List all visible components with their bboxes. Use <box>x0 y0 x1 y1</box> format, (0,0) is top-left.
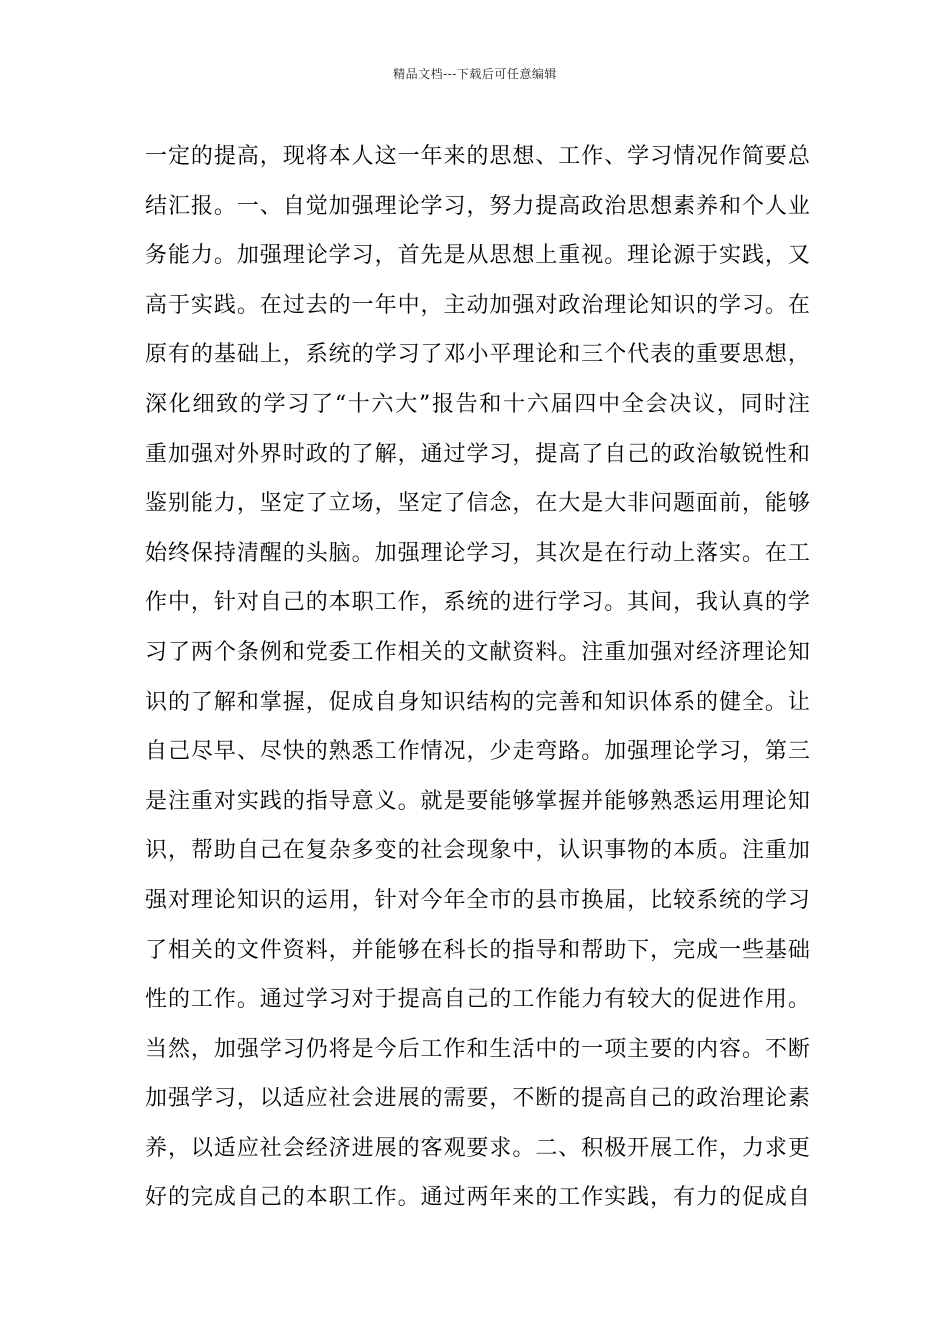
text-line: 是注重对实践的指导意义。就是要能够掌握并能够熟悉运用理论知 <box>145 788 810 814</box>
text-line: 习了两个条例和党委工作相关的文献资料。注重加强对经济理论知 <box>145 639 810 665</box>
page-header: 精品文档---下载后可任意编辑 <box>393 67 557 81</box>
text-line: 了相关的文件资料，并能够在科长的指导和帮助下，完成一些基础 <box>145 937 810 963</box>
text-line: 自己尽早、尽快的熟悉工作情况，少走弯路。加强理论学习，第三 <box>145 739 810 765</box>
text-line: 好的完成自己的本职工作。通过两年来的工作实践，有力的促成自 <box>145 1185 810 1211</box>
text-line: 原有的基础上，系统的学习了邓小平理论和三个代表的重要思想， <box>145 342 810 368</box>
text-line: 作中，针对自己的本职工作，系统的进行学习。其间，我认真的学 <box>145 590 810 616</box>
text-line: 务能力。加强理论学习，首先是从思想上重视。理论源于实践，又 <box>145 243 810 269</box>
text-line: 深化细致的学习了“十六大”报告和十六届四中全会决议，同时注 <box>145 391 810 417</box>
text-line: 加强学习，以适应社会进展的需要，不断的提高自己的政治理论素 <box>145 1086 810 1112</box>
text-line: 结汇报。一、自觉加强理论学习，努力提高政治思想素养和个人业 <box>145 193 810 219</box>
body-text <box>145 132 810 1223</box>
text-line: 当然，加强学习仍将是今后工作和生活中的一项主要的内容。不断 <box>145 1036 810 1062</box>
text-line: 识的了解和掌握，促成自身知识结构的完善和知识体系的健全。让 <box>145 689 810 715</box>
text-line: 始终保持清醒的头脑。加强理论学习，其次是在行动上落实。在工 <box>145 540 810 566</box>
text-line: 性的工作。通过学习对于提高自己的工作能力有较大的促进作用。 <box>145 987 810 1013</box>
text-line: 重加强对外界时政的了解，通过学习，提高了自己的政治敏锐性和 <box>145 441 810 467</box>
text-line: 识，帮助自己在复杂多变的社会现象中，认识事物的本质。注重加 <box>145 838 810 864</box>
text-line: 一定的提高，现将本人这一年来的思想、工作、学习情况作简要总 <box>145 144 810 169</box>
text-line: 强对理论知识的运用，针对今年全市的县市换届，比较系统的学习 <box>145 887 810 913</box>
text-line: 养，以适应社会经济进展的客观要求。二、积极开展工作，力求更 <box>145 1135 810 1161</box>
text-line: 鉴别能力，坚定了立场，坚定了信念，在大是大非问题面前，能够 <box>145 491 810 517</box>
text-line: 高于实践。在过去的一年中，主动加强对政治理论知识的学习。在 <box>145 292 810 318</box>
